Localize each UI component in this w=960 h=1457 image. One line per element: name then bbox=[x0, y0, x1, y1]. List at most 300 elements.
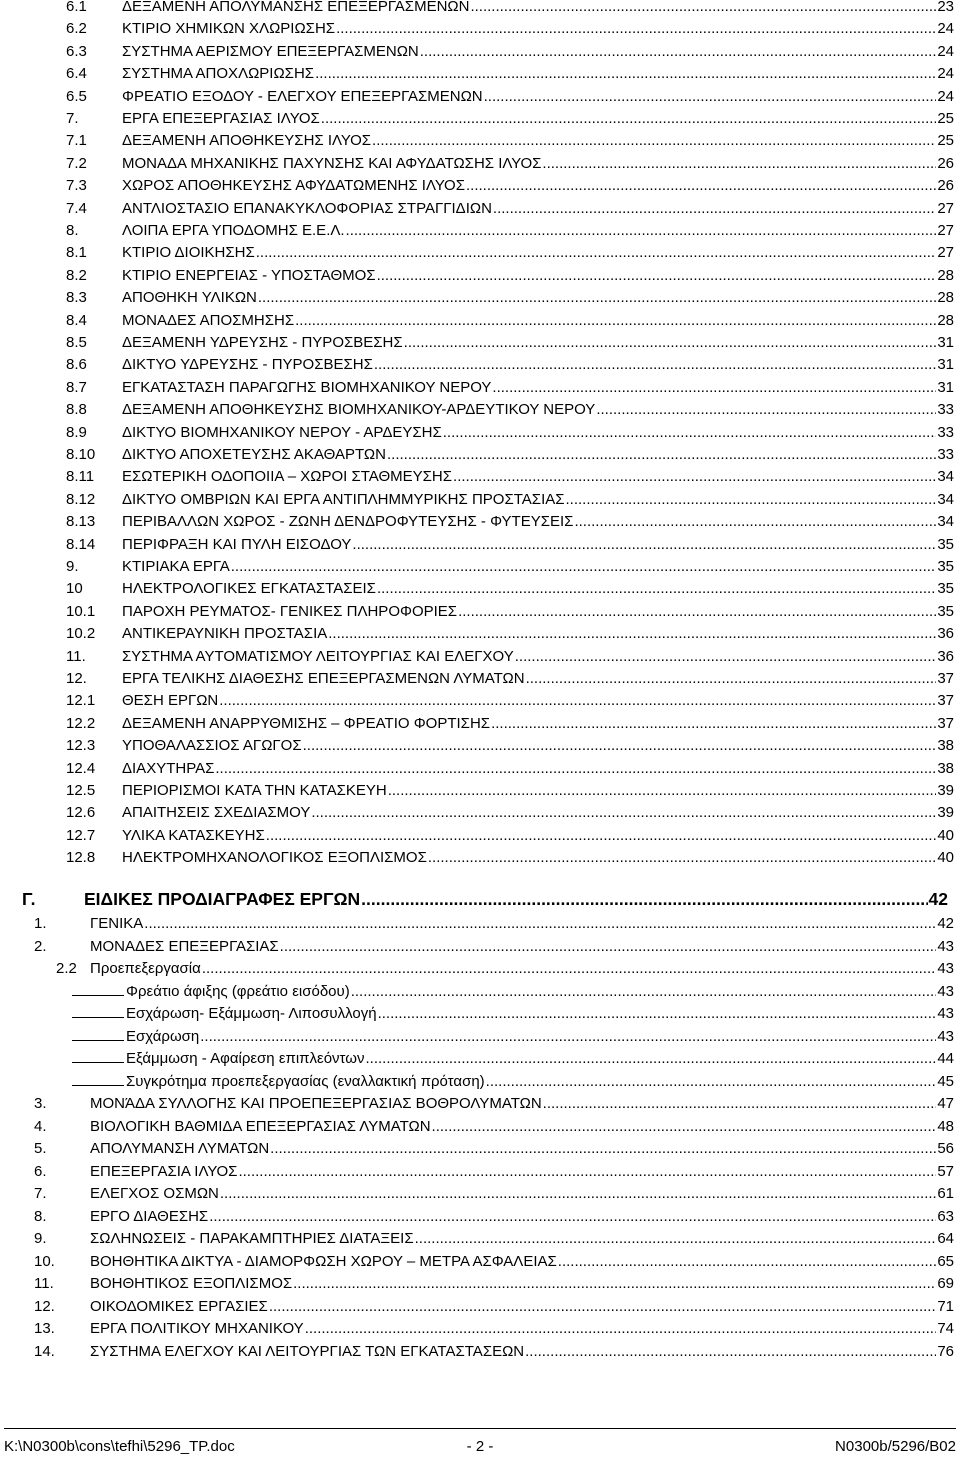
toc-entry[interactable] bbox=[66, 512, 954, 532]
toc-entry-page: 27 bbox=[937, 244, 954, 262]
leader-dots bbox=[311, 803, 936, 823]
toc-entry-title: ΗΛΕΚΤΡΟΜΗΧΑΝΟΛΟΓΙΚΟΣ ΕΞΟΠΛΙΣΜΟΣ bbox=[122, 849, 427, 867]
leader-dots bbox=[144, 914, 936, 934]
toc-entry-number: 9. bbox=[34, 1230, 47, 1247]
toc-entry-page: 40 bbox=[937, 826, 954, 844]
toc-entry-title: ΣΥΣΤΗΜΑ ΑΕΡΙΣΜΟΥ ΕΠΕΞΕΡΓΑΣΜΕΝΩΝ bbox=[122, 42, 419, 60]
toc-entry[interactable] bbox=[34, 1297, 954, 1317]
blank-number-underline bbox=[72, 1004, 124, 1018]
toc-entry[interactable] bbox=[34, 1094, 954, 1114]
toc-entry-number: 8.6 bbox=[66, 356, 87, 374]
toc-entry-title: Προεπεξεργασία bbox=[90, 960, 201, 977]
leader-dots bbox=[372, 131, 936, 151]
toc-entry-title: ΟΙΚΟΔΟΜΙΚΕΣ ΕΡΓΑΣΙΕΣ bbox=[90, 1297, 268, 1315]
toc-entry[interactable] bbox=[34, 1319, 954, 1339]
section-number: Γ. bbox=[22, 889, 36, 909]
toc-entry-number: 5. bbox=[34, 1140, 47, 1157]
toc-entry-page: 24 bbox=[937, 65, 954, 83]
toc-entry-title: ΚΤΙΡΙΟ ΔΙΟΙΚΗΣΗΣ bbox=[122, 244, 255, 262]
leader-dots bbox=[321, 109, 937, 129]
toc-entry-number: 7.3 bbox=[66, 177, 87, 195]
toc-entry-page: 35 bbox=[937, 535, 954, 553]
toc-entry-title: ΔΕΞΑΜΕΝΗ ΑΠΟΛΥΜΑΝΣΗΣ ΕΠΕΞΕΡΓΑΣΜΕΝΩΝ bbox=[122, 0, 470, 15]
toc-entry[interactable] bbox=[34, 1342, 954, 1362]
toc-entry-number: 11. bbox=[66, 647, 86, 665]
toc-entry-number: 8.3 bbox=[66, 289, 87, 307]
leader-dots bbox=[378, 1004, 937, 1024]
toc-entry[interactable] bbox=[34, 1274, 954, 1294]
toc-entry-title: ΣΩΛΗΝΩΣΕΙΣ - ΠΑΡΑΚΑΜΠΤΗΡΙΕΣ ΔΙΑΤΑΞΕΙΣ bbox=[90, 1230, 414, 1247]
toc-entry[interactable] bbox=[66, 803, 954, 823]
toc-entry[interactable] bbox=[66, 176, 954, 196]
toc-entry-number: 12.4 bbox=[66, 759, 96, 777]
leader-dots bbox=[293, 1274, 936, 1294]
toc-entry-title: ΠΑΡΟΧΗ ΡΕΥΜΑΤΟΣ- ΓΕΝΙΚΕΣ ΠΛΗΡΟΦΟΡΙΕΣ bbox=[122, 602, 458, 620]
section-page: 42 bbox=[928, 889, 948, 909]
toc-entry-title: ΓΕΝΙΚΑ bbox=[90, 915, 144, 932]
leader-dots bbox=[377, 266, 937, 286]
toc-entry-title: ΔΙΚΤΥΟ ΟΜΒΡΙΩΝ ΚΑΙ ΕΡΓΑ ΑΝΤΙΠΛΗΜΜΥΡΙΚΗΣ ΠΡΟΣΤΑΣΙΑΣ bbox=[122, 490, 565, 508]
leader-dots bbox=[352, 535, 936, 555]
toc-entry-page: 35 bbox=[937, 580, 954, 598]
toc-entry-page: 44 bbox=[937, 1050, 954, 1067]
toc-entry-title: ΦΡΕΑΤΙΟ ΕΞΟΔΟΥ - ΕΛΕΓΧΟΥ ΕΠΕΞΕΡΓΑΣΜΕΝΩΝ bbox=[122, 87, 483, 105]
toc-entry-title: ΑΝΤΛΙΟΣΤΑΣΙΟ ΕΠΑΝΑΚΥΚΛΟΦΟΡΙΑΣ ΣΤΡΑΓΓΙΔΙΩΝ bbox=[122, 199, 492, 217]
leader-dots bbox=[558, 1252, 937, 1272]
toc-entry-number: 12.1 bbox=[66, 692, 96, 710]
toc-entry-title: ΑΠΑΙΤΗΣΕΙΣ ΣΧΕΔΙΑΣΜΟΥ bbox=[122, 804, 311, 822]
toc-entry-title: ΕΣΩΤΕΡΙΚΗ ΟΔΟΠΟΙΙΑ – ΧΩΡΟΙ ΣΤΑΘΜΕΥΣΗΣ bbox=[122, 468, 453, 486]
toc-entry-number: 12.7 bbox=[66, 826, 96, 844]
leader-dots bbox=[377, 579, 936, 599]
toc-entry-title: ΒΟΗΘΗΤΙΚΑ ΔΙΚΤΥΑ - ΔΙΑΜΟΡΦΩΣΗ ΧΩΡΟΥ – ΜΕΤΡΑ ΑΣΦΑΛΕΙΑΣ bbox=[90, 1252, 557, 1270]
toc-entry-number: 7.1 bbox=[66, 132, 87, 150]
toc-entry[interactable] bbox=[34, 1252, 954, 1272]
toc-entry-page: 26 bbox=[937, 177, 954, 195]
leader-dots bbox=[305, 1319, 937, 1339]
toc-entry-title: Φρεάτιο άφιξης (φρεάτιο εισόδου) bbox=[126, 982, 350, 1000]
toc-entry-number: 8.14 bbox=[66, 535, 96, 553]
toc-entry[interactable] bbox=[34, 937, 954, 957]
toc-entry[interactable] bbox=[66, 400, 954, 420]
leader-dots bbox=[266, 826, 937, 846]
toc-entry-title: ΔΕΞΑΜΕΝΗ ΑΝΑΡΡΥΘΜΙΣΗΣ – ΦΡΕΑΤΙΟ ΦΟΡΤΙΣΗΣ bbox=[122, 714, 491, 732]
toc-entry-title: ΛΟΙΠΑ ΕΡΓΑ ΥΠΟΔΟΜΗΣ Ε.Ε.Λ. bbox=[122, 222, 345, 239]
toc-entry-number: 8.7 bbox=[66, 378, 87, 396]
toc-entry-number: 8.10 bbox=[66, 446, 96, 463]
toc-entry-title: ΑΠΟΘΗΚΗ ΥΛΙΚΩΝ bbox=[122, 289, 257, 307]
toc-entry-number: 6.3 bbox=[66, 42, 87, 60]
toc-entry-number: 11. bbox=[34, 1275, 54, 1292]
toc-entry-number: 8.12 bbox=[66, 490, 96, 508]
toc-entry[interactable] bbox=[66, 221, 954, 241]
leader-dots bbox=[428, 848, 936, 868]
leader-dots bbox=[491, 714, 936, 734]
toc-entry[interactable] bbox=[66, 131, 954, 151]
leader-dots bbox=[453, 467, 936, 487]
toc-entry[interactable] bbox=[66, 266, 954, 286]
toc-entry-title: ΕΡΓΑ ΤΕΛΙΚΗΣ ΔΙΑΘΕΣΗΣ ΕΠΕΞΕΡΓΑΣΜΕΝΩΝ ΛΥΜΑΤΩΝ bbox=[122, 670, 525, 687]
leader-dots bbox=[295, 311, 936, 331]
toc-entry-number: 13. bbox=[34, 1320, 55, 1337]
toc-entry[interactable] bbox=[66, 243, 954, 263]
toc-entry-title: ΕΛΕΓΧΟΣ ΟΣΜΩΝ bbox=[90, 1185, 219, 1202]
toc-entry-page: 45 bbox=[937, 1072, 954, 1090]
toc-entry-page: 61 bbox=[937, 1185, 954, 1202]
toc-entry-number: 7.2 bbox=[66, 154, 87, 172]
toc-entry-title: ΠΕΡΙΦΡΑΞΗ ΚΑΙ ΠΥΛΗ ΕΙΣΟΔΟΥ bbox=[122, 535, 352, 553]
blank-number-underline bbox=[72, 1027, 124, 1041]
toc-entry-page: 43 bbox=[937, 937, 954, 955]
toc-entry-number: 8.5 bbox=[66, 334, 87, 351]
toc-entry[interactable] bbox=[34, 1162, 954, 1182]
toc-entry-title: ΒΙΟΛΟΓΙΚΗ ΒΑΘΜΙΔΑ ΕΠΕΞΕΡΓΑΣΙΑΣ ΛΥΜΑΤΩΝ bbox=[90, 1117, 431, 1135]
toc-entry-title: ΑΝΤΙΚΕΡΑΥΝΙΚΗ ΠΡΟΣΤΑΣΙΑ bbox=[122, 625, 328, 643]
toc-entry-title: ΜΟΝΆΔΑ ΣΥΛΛΟΓΗΣ ΚΑΙ ΠΡΟΕΠΕΞΕΡΓΑΣΙΑΣ ΒΟΘΡΟΛΥΜΑΤΩΝ bbox=[90, 1095, 542, 1112]
toc-entry-page: 28 bbox=[937, 266, 954, 284]
toc-entry-title: ΕΓΚΑΤΑΣΤΑΣΗ ΠΑΡΑΓΩΓΗΣ ΒΙΟΜΗΧΑΝΙΚΟΥ ΝΕΡΟΥ bbox=[122, 378, 492, 396]
toc-entry-title: Εσχάρωση- Εξάμμωση- Λιποσυλλογή bbox=[126, 1005, 377, 1022]
toc-entry-page: 34 bbox=[937, 513, 954, 531]
toc-entry-title: ΔΙΚΤΥΟ ΥΔΡΕΥΣΗΣ - ΠΥΡΟΣΒΕΣΗΣ bbox=[122, 356, 373, 374]
toc-entry-page: 24 bbox=[937, 20, 954, 38]
toc-entry-page: 74 bbox=[937, 1320, 954, 1337]
toc-entry-number: 14. bbox=[34, 1342, 55, 1360]
toc-entry-page: 63 bbox=[937, 1207, 954, 1225]
toc-entry-page: 39 bbox=[937, 782, 954, 799]
toc-entry-title: ΣΥΣΤΗΜΑ ΑΥΤΟΜΑΤΙΣΜΟΥ ΛΕΙΤΟΥΡΓΙΑΣ ΚΑΙ ΕΛΕΓΧΟΥ bbox=[122, 647, 514, 665]
toc-entry-number: 12.5 bbox=[66, 782, 96, 799]
toc-entry-page: 40 bbox=[937, 849, 954, 867]
toc-entry-page: 26 bbox=[937, 154, 954, 172]
toc-entry[interactable] bbox=[66, 199, 954, 219]
leader-dots bbox=[315, 64, 936, 84]
toc-entry-title: ΜΟΝΑΔΕΣ ΕΠΕΞΕΡΓΑΣΙΑΣ bbox=[90, 937, 279, 955]
toc-entry[interactable] bbox=[66, 423, 954, 443]
toc-entry-page: 43 bbox=[937, 1027, 954, 1045]
toc-entry-number: 8. bbox=[34, 1207, 47, 1225]
toc-entry-page: 27 bbox=[937, 199, 954, 217]
toc-entry-page: 56 bbox=[937, 1140, 954, 1157]
leader-dots bbox=[432, 1117, 937, 1137]
toc-entry-number: 2.2 bbox=[56, 960, 77, 977]
footer-file-path: K:\N0300b\cons\tefhi\5296_TP.doc bbox=[4, 1438, 235, 1455]
toc-entry-page: 37 bbox=[937, 670, 954, 687]
blank-number-underline bbox=[72, 982, 124, 996]
footer-document-code: N0300b/5296/B02 bbox=[835, 1438, 956, 1455]
leader-dots bbox=[420, 42, 937, 62]
page-footer bbox=[4, 1428, 956, 1456]
toc-entry-page: 69 bbox=[937, 1275, 954, 1292]
toc-entry[interactable] bbox=[66, 64, 954, 84]
toc-entry-page: 39 bbox=[937, 804, 954, 822]
leader-dots bbox=[387, 445, 936, 465]
toc-entry[interactable] bbox=[66, 691, 954, 711]
toc-entry-page: 48 bbox=[937, 1117, 954, 1135]
section-heading[interactable] bbox=[22, 888, 948, 910]
toc-entry[interactable] bbox=[66, 445, 954, 465]
toc-entry[interactable] bbox=[34, 959, 954, 979]
toc-entry[interactable] bbox=[34, 1117, 954, 1137]
toc-entry-number: 7.4 bbox=[66, 199, 87, 217]
toc-entry[interactable] bbox=[66, 333, 954, 353]
toc-entry-title: ΕΠΕΞΕΡΓΑΣΙΑ ΙΛΥΟΣ bbox=[90, 1162, 238, 1180]
leader-dots bbox=[404, 333, 937, 353]
toc-entry[interactable] bbox=[66, 736, 954, 756]
toc-entry-number: 12.6 bbox=[66, 804, 96, 822]
toc-entry[interactable] bbox=[66, 109, 954, 129]
toc-entry-page: 25 bbox=[937, 110, 954, 127]
toc-entry[interactable] bbox=[66, 669, 954, 689]
toc-entry-title: ΕΡΓΑ ΠΟΛΙΤΙΚΟΥ ΜΗΧΑΝΙΚΟΥ bbox=[90, 1320, 304, 1337]
toc-entry-page: 71 bbox=[937, 1297, 954, 1315]
toc-entry-number: 12. bbox=[34, 1297, 55, 1315]
toc-entry[interactable] bbox=[66, 19, 954, 39]
toc-entry[interactable] bbox=[66, 467, 954, 487]
toc-entry-page: 64 bbox=[937, 1230, 954, 1247]
leader-dots bbox=[270, 1139, 936, 1159]
leader-dots bbox=[258, 288, 936, 308]
footer-page-number: - 2 - bbox=[466, 1438, 494, 1455]
toc-entry-title: Εξάμμωση - Αφαίρεση επιπλεόντων bbox=[126, 1050, 365, 1067]
leader-dots bbox=[415, 1229, 937, 1249]
toc-entry-number: 6. bbox=[34, 1162, 47, 1180]
toc-entry[interactable] bbox=[34, 1004, 954, 1024]
leader-dots bbox=[238, 1162, 936, 1182]
toc-entry-number: 12.3 bbox=[66, 737, 96, 755]
leader-dots bbox=[515, 647, 937, 667]
leader-dots bbox=[365, 1049, 936, 1069]
toc-entry[interactable] bbox=[66, 355, 954, 375]
toc-entry-title: ΔΙΑΧΥΤΗΡΑΣ bbox=[122, 759, 215, 777]
toc-entry-page: 23 bbox=[937, 0, 954, 15]
toc-entry-number: 7. bbox=[66, 110, 79, 127]
toc-entry[interactable] bbox=[66, 602, 954, 622]
toc-entry-title: ΠΕΡΙΟΡΙΣΜΟΙ ΚΑΤΑ ΤΗΝ ΚΑΤΑΣΚΕΥΗ bbox=[122, 782, 387, 799]
toc-entry-number: 1. bbox=[34, 915, 47, 932]
toc-entry-number: 10 bbox=[66, 580, 83, 598]
toc-entry[interactable] bbox=[34, 914, 954, 934]
toc-entry-title: ΜΟΝΑΔΑ ΜΗΧΑΝΙΚΗΣ ΠΑΧΥΝΣΗΣ ΚΑΙ ΑΦΥΔΑΤΩΣΗΣ ΙΛΥΟΣ bbox=[122, 154, 542, 172]
leader-dots bbox=[269, 1297, 936, 1317]
leader-dots bbox=[566, 490, 937, 510]
toc-entry[interactable] bbox=[66, 579, 954, 599]
toc-entry-number: 12.8 bbox=[66, 849, 96, 867]
toc-entry-number: 12.2 bbox=[66, 714, 96, 732]
toc-entry[interactable] bbox=[66, 759, 954, 779]
toc-entry[interactable] bbox=[66, 42, 954, 62]
toc-entry[interactable] bbox=[34, 1229, 954, 1249]
toc-entry-title: ΒΟΗΘΗΤΙΚΟΣ ΕΞΟΠΛΙΣΜΟΣ bbox=[90, 1275, 293, 1292]
toc-entry-title: ΑΠΟΛΥΜΑΝΣΗ ΛΥΜΑΤΩΝ bbox=[90, 1140, 270, 1157]
toc-entry-page: 25 bbox=[937, 132, 954, 150]
leader-dots bbox=[336, 19, 936, 39]
toc-entry-number: 8.4 bbox=[66, 311, 87, 329]
toc-entry-number: 12. bbox=[66, 670, 87, 687]
toc-entry[interactable] bbox=[66, 647, 954, 667]
leader-dots bbox=[328, 624, 936, 644]
toc-entry-page: 43 bbox=[937, 1005, 954, 1022]
toc-entry-title: Συγκρότημα προεπεξεργασίας (εναλλακτική πρόταση) bbox=[126, 1072, 485, 1090]
toc-entry-title: ΔΙΚΤΥΟ ΒΙΟΜΗΧΑΝΙΚΟΥ ΝΕΡΟΥ - ΑΡΔΕΥΣΗΣ bbox=[122, 423, 442, 441]
toc-entry[interactable] bbox=[66, 781, 954, 801]
toc-entry-page: 65 bbox=[937, 1252, 954, 1270]
toc-entry-page: 37 bbox=[937, 714, 954, 732]
toc-entry-number: 8. bbox=[66, 222, 79, 239]
toc-entry-page: 35 bbox=[937, 558, 954, 575]
toc-entry-page: 47 bbox=[937, 1095, 954, 1112]
leader-dots bbox=[596, 400, 936, 420]
toc-entry-title: ΘΕΣΗ ΕΡΓΩΝ bbox=[122, 692, 219, 710]
toc-entry-page: 36 bbox=[937, 647, 954, 665]
toc-entry-page: 76 bbox=[937, 1342, 954, 1360]
leader-dots bbox=[543, 1094, 937, 1114]
blank-number-underline bbox=[72, 1049, 124, 1063]
toc-entry-number: 2. bbox=[34, 937, 47, 955]
toc-entry[interactable] bbox=[66, 0, 954, 17]
toc-entry-number: 8.11 bbox=[66, 468, 95, 486]
blank-number-underline bbox=[72, 1072, 124, 1086]
toc-entry-page: 43 bbox=[937, 982, 954, 1000]
leader-dots bbox=[443, 423, 937, 443]
toc-entry[interactable] bbox=[34, 1049, 954, 1069]
leader-dots bbox=[209, 1207, 936, 1227]
toc-entry-number: 6.1 bbox=[66, 0, 87, 15]
toc-entry-number: 10.1 bbox=[66, 602, 96, 620]
toc-entry-page: 28 bbox=[937, 289, 954, 307]
toc-entry-number: 8.9 bbox=[66, 423, 87, 441]
toc-entry[interactable] bbox=[66, 311, 954, 331]
toc-entry[interactable] bbox=[34, 1207, 954, 1227]
toc-entry-number: 7. bbox=[34, 1185, 47, 1202]
toc-entry-title: ΔΕΞΑΜΕΝΗ ΑΠΟΘΗΚΕΥΣΗΣ ΙΛΥΟΣ bbox=[122, 132, 372, 150]
leader-dots bbox=[231, 557, 937, 577]
toc-entry-page: 38 bbox=[937, 759, 954, 777]
toc-entry-page: 43 bbox=[937, 960, 954, 977]
leader-dots bbox=[374, 355, 936, 375]
leader-dots bbox=[200, 1027, 936, 1047]
toc-entry-title: ΧΩΡΟΣ ΑΠΟΘΗΚΕΥΣΗΣ ΑΦΥΔΑΤΩΜΕΝΗΣ ΙΛΥΟΣ bbox=[122, 177, 465, 195]
leader-dots bbox=[492, 378, 936, 398]
toc-entry-title: ΚΤΙΡΙΟ ΧΗΜΙΚΩΝ ΧΛΩΡΙΩΣΗΣ bbox=[122, 20, 336, 38]
toc-entry-page: 57 bbox=[937, 1162, 954, 1180]
toc-entry-page: 37 bbox=[937, 692, 954, 710]
toc-entry-page: 42 bbox=[937, 915, 954, 932]
toc-entry[interactable] bbox=[34, 982, 954, 1002]
toc-entry[interactable] bbox=[66, 557, 954, 577]
leader-dots bbox=[256, 243, 937, 263]
toc-entry-title: ΣΥΣΤΗΜΑ ΕΛΕΓΧΟΥ ΚΑΙ ΛΕΙΤΟΥΡΓΙΑΣ ΤΩΝ ΕΓΚΑΤΑΣΤΑΣΕΩΝ bbox=[90, 1342, 525, 1360]
toc-entry-page: 24 bbox=[937, 42, 954, 60]
toc-entry-page: 38 bbox=[937, 737, 954, 755]
toc-entry-page: 33 bbox=[937, 423, 954, 441]
toc-entry[interactable] bbox=[66, 154, 954, 174]
leader-dots bbox=[388, 781, 937, 801]
leader-dots bbox=[493, 199, 936, 219]
toc-entry-page: 34 bbox=[937, 490, 954, 508]
toc-entry-title: ΔΕΞΑΜΕΝΗ ΥΔΡΕΥΣΗΣ - ΠΥΡΟΣΒΕΣΗΣ bbox=[122, 334, 403, 351]
toc-entry-title: ΣΥΣΤΗΜΑ ΑΠΟΧΛΩΡΙΩΣΗΣ bbox=[122, 65, 315, 83]
toc-entry-page: 24 bbox=[937, 87, 954, 105]
toc-entry-title: ΥΠΟΘΑΛΑΣΣΙΟΣ ΑΓΩΓΟΣ bbox=[122, 737, 302, 755]
leader-dots bbox=[466, 176, 936, 196]
toc-entry-page: 31 bbox=[937, 378, 954, 396]
leader-dots bbox=[351, 982, 937, 1002]
toc-entry[interactable] bbox=[66, 378, 954, 398]
toc-entry[interactable] bbox=[66, 624, 954, 644]
leader-dots bbox=[458, 602, 936, 622]
toc-entry-number: 6.2 bbox=[66, 20, 87, 38]
toc-entry[interactable] bbox=[66, 535, 954, 555]
leader-dots bbox=[361, 888, 927, 910]
leader-dots bbox=[303, 736, 937, 756]
leader-dots bbox=[542, 154, 936, 174]
leader-dots bbox=[215, 759, 936, 779]
toc-entry-number: 8.8 bbox=[66, 401, 87, 419]
toc-entry-number: 3. bbox=[34, 1095, 47, 1112]
toc-entry-page: 28 bbox=[937, 311, 954, 329]
toc-entry-number: 10. bbox=[34, 1252, 55, 1270]
toc-entry-title: ΚΤΙΡΙΑΚΑ ΕΡΓΑ bbox=[122, 558, 230, 575]
section-title: ΕΙΔΙΚΕΣ ΠΡΟΔΙΑΓΡΑΦΕΣ ΕΡΓΩΝ bbox=[84, 889, 361, 909]
toc-entry-number: 6.5 bbox=[66, 87, 87, 105]
leader-dots bbox=[486, 1072, 937, 1092]
leader-dots bbox=[280, 937, 937, 957]
toc-entry[interactable] bbox=[66, 826, 954, 846]
toc-entry-title: ΜΟΝΑΔΕΣ ΑΠΟΣΜΗΣΗΣ bbox=[122, 311, 295, 329]
toc-entry[interactable] bbox=[66, 87, 954, 107]
toc-entry-number: 9. bbox=[66, 558, 79, 575]
toc-entry[interactable] bbox=[66, 714, 954, 734]
toc-entry-number: 8.1 bbox=[66, 244, 87, 262]
toc-entry-title: ΗΛΕΚΤΡΟΛΟΓΙΚΕΣ ΕΓΚΑΤΑΣΤΑΣΕΙΣ bbox=[122, 580, 376, 598]
toc-entry-number: 6.4 bbox=[66, 65, 87, 83]
leader-dots bbox=[470, 0, 936, 17]
toc-entry-page: 33 bbox=[937, 401, 954, 419]
leader-dots bbox=[484, 87, 937, 107]
toc-entry-number: 4. bbox=[34, 1117, 47, 1135]
leader-dots bbox=[574, 512, 936, 532]
toc-entry[interactable] bbox=[66, 848, 954, 868]
toc-entry-title: ΠΕΡΙΒΑΛΛΩΝ ΧΩΡΟΣ - ΖΩΝΗ ΔΕΝΔΡΟΦΥΤΕΥΣΗΣ - ΦΥΤΕΥΣΕΙΣ bbox=[122, 513, 574, 531]
toc-entry[interactable] bbox=[66, 288, 954, 308]
toc-entry-page: 34 bbox=[937, 468, 954, 486]
toc-entry-page: 31 bbox=[937, 334, 954, 351]
toc-entry[interactable] bbox=[34, 1072, 954, 1092]
toc-entry-title: Εσχάρωση bbox=[126, 1027, 200, 1045]
leader-dots bbox=[346, 221, 937, 241]
leader-dots bbox=[526, 669, 937, 689]
toc-entry[interactable] bbox=[34, 1139, 954, 1159]
toc-entry-title: ΕΡΓΟ ΔΙΑΘΕΣΗΣ bbox=[90, 1207, 209, 1225]
toc-entry[interactable] bbox=[66, 490, 954, 510]
toc-entry-number: 10.2 bbox=[66, 625, 96, 643]
toc-entry[interactable] bbox=[34, 1027, 954, 1047]
leader-dots bbox=[220, 1184, 936, 1204]
leader-dots bbox=[219, 691, 936, 711]
leader-dots bbox=[202, 959, 937, 979]
toc-entry-title: ΔΕΞΑΜΕΝΗ ΑΠΟΘΗΚΕΥΣΗΣ ΒΙΟΜΗΧΑΝΙΚΟΥ-ΑΡΔΕΥΤΙΚΟΥ ΝΕΡΟΥ bbox=[122, 401, 596, 419]
toc-entry-page: 27 bbox=[937, 222, 954, 239]
toc-entry-number: 8.13 bbox=[66, 513, 96, 531]
toc-entry-page: 36 bbox=[937, 625, 954, 643]
toc-entry-title: ΕΡΓΑ ΕΠΕΞΕΡΓΑΣΙΑΣ ΙΛΥΟΣ bbox=[122, 110, 320, 127]
toc-entry-page: 31 bbox=[937, 356, 954, 374]
toc-entry-title: ΥΛΙΚΑ ΚΑΤΑΣΚΕΥΗΣ bbox=[122, 826, 265, 844]
toc-entry[interactable] bbox=[34, 1184, 954, 1204]
toc-entry-page: 33 bbox=[937, 446, 954, 463]
leader-dots bbox=[525, 1342, 936, 1362]
